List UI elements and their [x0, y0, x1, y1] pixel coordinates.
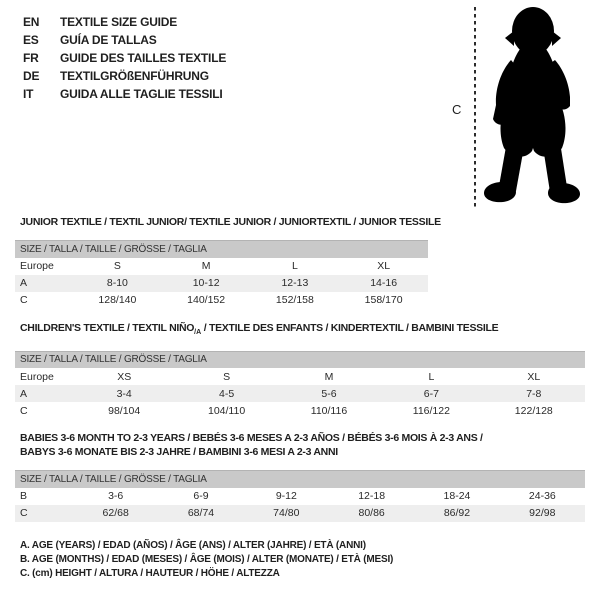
language-row: [23, 13, 226, 31]
table-cell: 86/92: [414, 505, 499, 522]
table-cell: XL: [527, 370, 541, 383]
section-title-line: [20, 321, 587, 340]
table-header-cell: SIZE / TALLA / TAILLE / GRÖSSE / TAGLIA: [15, 241, 428, 258]
section-title: [15, 431, 587, 459]
language-label: TEXTILGRÖßENFÜHRUNG: [60, 69, 209, 83]
language-code: IT: [23, 87, 34, 101]
row-label-cell: C: [20, 294, 28, 306]
table-cell: L: [428, 370, 435, 383]
size-table: [15, 470, 585, 522]
table-cell: 140/152: [187, 294, 226, 306]
section-title-line: [20, 445, 587, 459]
table-cell: 12-18: [358, 490, 386, 503]
size-table: [15, 351, 585, 420]
table-cell: 74/80: [244, 505, 329, 522]
section-title: [15, 321, 587, 340]
table-row: [15, 368, 585, 385]
language-row: [23, 85, 226, 103]
table-cell: 152/158: [275, 294, 314, 306]
table-cell: 122/128: [514, 404, 553, 417]
table-row: [15, 292, 428, 309]
section-children: [15, 321, 587, 420]
table-header-row: [15, 351, 585, 368]
table-header-cell: SIZE / TALLA / TAILLE / GRÖSSE / TAGLIA: [15, 471, 585, 488]
table-cell: M: [201, 260, 211, 272]
table-row: [15, 505, 585, 522]
table-cell: 3-6: [108, 490, 124, 503]
table-cell: 14-16: [339, 275, 428, 292]
language-code: EN: [23, 15, 40, 29]
table-cell: 128/140: [98, 294, 137, 306]
table-row: [15, 402, 585, 419]
legend: [15, 539, 393, 581]
section-title-line: [20, 215, 587, 229]
table-cell: 6-7: [380, 385, 482, 402]
baby-silhouette-icon: [482, 4, 582, 211]
table-cell: 68/74: [158, 505, 243, 522]
table-cell: 6-9: [193, 490, 209, 503]
row-label-cell: B: [20, 490, 28, 503]
legend-line: C. (cm) HEIGHT / ALTURA / HAUTEUR / HÖHE / ALTEZZA: [20, 568, 280, 579]
language-row: [23, 31, 226, 49]
language-label: TEXTILE SIZE GUIDE: [60, 15, 178, 29]
table-cell: 158/170: [364, 294, 403, 306]
language-row: [23, 49, 226, 67]
table-cell: 4-5: [175, 385, 277, 402]
table-cell: 3-4: [73, 385, 175, 402]
table-cell: L: [291, 260, 298, 272]
table-cell: 7-8: [483, 385, 585, 402]
row-label-cell: A: [15, 385, 73, 402]
table-cell: 98/104: [108, 404, 141, 417]
row-label-cell: Europe: [20, 370, 54, 383]
row-label-cell: C: [20, 404, 28, 417]
table-row: [15, 258, 428, 275]
title-text: BABIES 3-6 MONTH TO 2-3 YEARS / BEBÉS 3-6 MESES A 2-3 AÑOS / BÉBÉS 3-6 MOIS À 2-3 ANS /: [20, 432, 483, 445]
table-cell: 5-6: [278, 385, 380, 402]
language-code: ES: [23, 33, 39, 47]
title-subscript: /A: [194, 328, 202, 336]
table-cell: 24-36: [528, 490, 556, 503]
title-text: JUNIOR TEXTILE / TEXTIL JUNIOR/ TEXTILE JUNIOR / JUNIORTEXTIL / JUNIOR TESSILE: [20, 216, 441, 228]
title-text: / TEXTILE DES ENFANTS / KINDERTEXTIL / BAMBINI TESSILE: [201, 321, 499, 334]
language-label: GUIDA ALLE TAGLIE TESSILI: [60, 87, 223, 101]
table-cell: 8-10: [73, 275, 162, 292]
table-cell: 9-12: [275, 490, 297, 503]
table-row: [15, 275, 428, 292]
table-cell: 116/122: [412, 404, 450, 417]
table-cell: 18-24: [443, 490, 471, 503]
height-measure-label: C: [452, 102, 462, 117]
size-table: [15, 240, 428, 309]
table-row: [15, 488, 585, 505]
height-measure-line: [474, 7, 476, 207]
table-cell: XL: [377, 260, 391, 272]
language-label: GUÍA DE TALLAS: [60, 33, 157, 47]
table-cell: 80/86: [329, 505, 414, 522]
table-header-row: [15, 241, 428, 258]
title-text: BABYS 3-6 MONATE BIS 2-3 JAHRE / BAMBINI 3-6 MESI A 2-3 ANNI: [20, 446, 338, 459]
figure-area: [440, 0, 600, 216]
table-cell: S: [223, 370, 231, 383]
language-code: DE: [23, 69, 40, 83]
language-row: [23, 67, 226, 85]
table-cell: 92/98: [500, 505, 585, 522]
title-text: CHILDREN'S TEXTILE / TEXTIL NIÑO: [20, 321, 195, 334]
table-header-row: [15, 471, 585, 488]
row-label-cell: A: [15, 275, 73, 292]
table-cell: S: [113, 260, 121, 272]
table-cell: 10-12: [162, 275, 251, 292]
language-label: GUIDE DES TAILLES TEXTILE: [60, 51, 227, 65]
language-list: [23, 13, 226, 103]
section-babies: [15, 431, 587, 522]
table-cell: 104/110: [207, 404, 246, 417]
table-cell: 12-13: [251, 275, 340, 292]
legend-line: A. AGE (YEARS) / EDAD (AÑOS) / ÂGE (ANS) / ALTER (JAHRE) / ETÀ (ANNI): [20, 540, 366, 551]
table-cell: 110/116: [310, 404, 348, 417]
table-header-cell: SIZE / TALLA / TAILLE / GRÖSSE / TAGLIA: [15, 351, 585, 368]
row-label-cell: Europe: [20, 260, 54, 272]
section-junior: [15, 215, 587, 309]
table-cell: M: [324, 370, 334, 383]
section-title-line: [20, 431, 587, 445]
legend-line: B. AGE (MONTHS) / EDAD (MESES) / ÂGE (MOIS) / ALTER (MONATE) / ETÀ (MESI): [20, 554, 394, 565]
sections-container: [15, 215, 587, 534]
table-row: [15, 385, 585, 402]
language-code: FR: [23, 51, 39, 65]
table-cell: XS: [117, 370, 132, 383]
section-title: [15, 215, 587, 229]
table-cell: 62/68: [73, 505, 158, 522]
row-label-cell: C: [15, 505, 73, 522]
